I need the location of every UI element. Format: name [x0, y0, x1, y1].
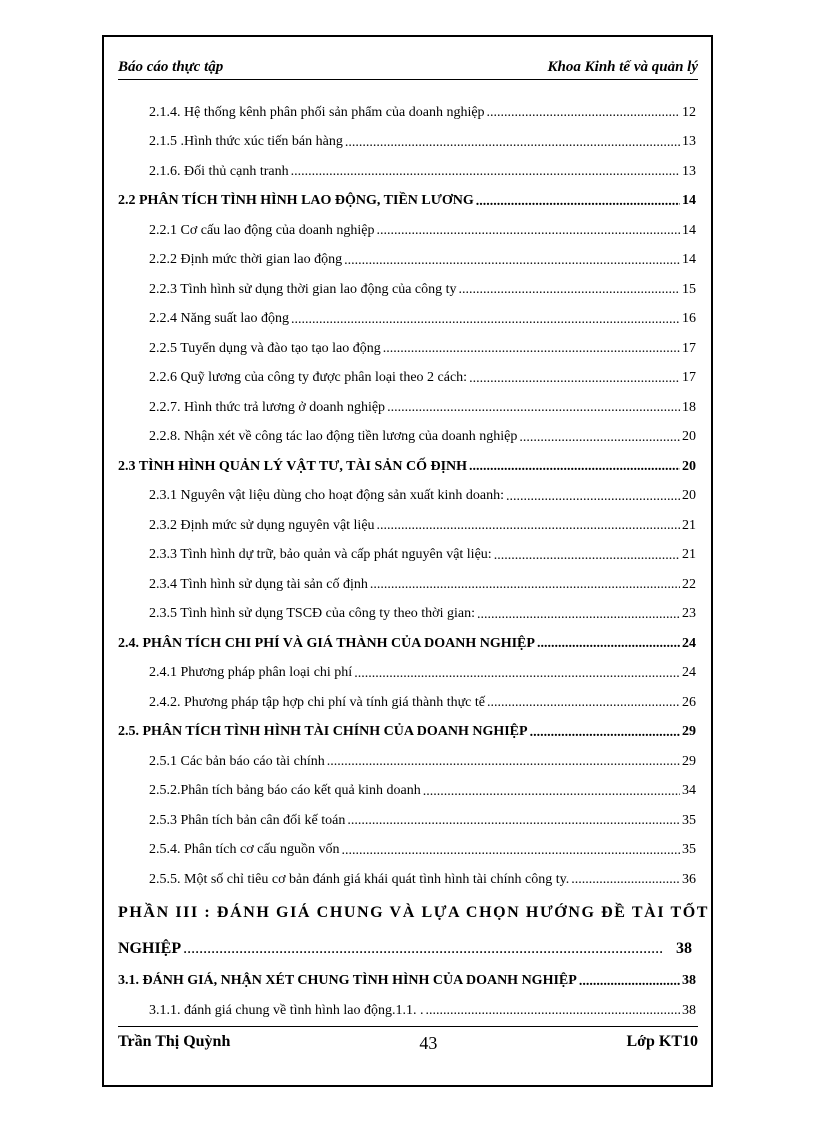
toc-entry[interactable]	[118, 216, 696, 246]
toc-entry-title: 2.3.1 Nguyên vật liệu dùng cho hoạt động sản xuất kinh doanh:	[149, 488, 504, 504]
toc-entry[interactable]	[118, 305, 696, 335]
toc-entry-page: 38	[682, 1002, 696, 1018]
toc-entry-title: 2.4.2. Phương pháp tập hợp chi phí và tính giá thành thực tế	[149, 694, 485, 710]
toc-leader-dots	[383, 341, 680, 356]
toc-part-title-line1: PHẦN III : ĐÁNH GIÁ CHUNG VÀ LỰA CHỌN HƯỚNG ĐỀ TÀI TỐT	[118, 903, 710, 921]
toc-leader-dots	[342, 843, 680, 858]
toc-entry-title: 2.5. PHÂN TÍCH TÌNH HÌNH TÀI CHÍNH CỦA DOANH NGHIỆP	[118, 724, 528, 740]
toc-entry-title: 3.1. ĐÁNH GIÁ, NHẬN XÉT CHUNG TÌNH HÌNH CỦA DOANH NGHIỆP	[118, 973, 577, 989]
toc-entry-title: 2.3.4 Tình hình sử dụng tài sản cố định	[149, 576, 368, 592]
toc-entry-page: 15	[682, 281, 696, 297]
page-footer	[118, 1033, 698, 1054]
toc-entry-page: 21	[682, 517, 696, 533]
toc-leader-dots	[387, 400, 680, 415]
toc-entry-title: 2.2.3 Tình hình sử dụng thời gian lao động của công ty	[149, 281, 457, 297]
toc-leader-dots	[344, 253, 680, 268]
toc-entry-title: 3.1.1. đánh giá chung về tình hình lao động.1.1. .	[149, 1002, 424, 1018]
toc-entry-page: 20	[682, 429, 696, 445]
toc-leader-dots	[327, 754, 680, 769]
toc-section-entry[interactable]	[118, 452, 696, 482]
toc-entry-title: 2.1.6. Đối thủ cạnh tranh	[149, 163, 289, 179]
toc-section-entry[interactable]	[118, 967, 696, 997]
toc-entry-title: 2.5.4. Phân tích cơ cấu nguồn vốn	[149, 842, 340, 858]
toc-entry-page: 16	[682, 311, 696, 327]
toc-entry[interactable]	[118, 98, 696, 128]
toc-entry-page: 21	[682, 547, 696, 563]
toc-entry[interactable]	[118, 659, 696, 689]
page-number: 43	[419, 1033, 438, 1053]
footer-author: Trần Thị Quỳnh	[118, 1033, 231, 1050]
toc-entry-title: 2.2.2 Định mức thời gian lao động	[149, 252, 343, 268]
toc-leader-dots	[476, 194, 680, 209]
toc-entry[interactable]	[118, 806, 696, 836]
toc-entry[interactable]	[118, 364, 696, 394]
toc-entry-title: 2.1.4. Hệ thống kênh phân phối sản phẩm của doanh nghiệp	[149, 104, 485, 120]
toc-leader-dots	[377, 518, 680, 533]
toc-leader-dots	[571, 872, 680, 887]
toc-entry-title: 2.1.5 .Hình thức xúc tiến bán hàng	[149, 134, 343, 150]
toc-entry-title: 2.2.4 Năng suất lao động	[149, 311, 289, 327]
toc-leader-dots	[519, 430, 680, 445]
toc-leader-dots	[494, 548, 680, 563]
toc-entry[interactable]	[118, 600, 696, 630]
toc-leader-dots	[426, 1003, 680, 1018]
toc-entry-page: 29	[682, 724, 696, 740]
toc-entry-page: 14	[682, 193, 696, 209]
toc-part-title-line2: NGHIỆP	[118, 939, 182, 957]
toc-entry-title: 2.4. PHÂN TÍCH CHI PHÍ VÀ GIÁ THÀNH CỦA DOANH NGHIỆP	[118, 635, 535, 651]
toc-entry-title: 2.2.1 Cơ cấu lao động của doanh nghiệp	[149, 222, 375, 238]
footer-class: Lớp KT10	[626, 1033, 698, 1050]
toc-entry[interactable]	[118, 511, 696, 541]
toc-leader-dots	[183, 940, 662, 958]
toc-entry-page: 13	[682, 134, 696, 150]
toc-section-entry[interactable]	[118, 718, 696, 748]
toc-entry[interactable]	[118, 541, 696, 571]
toc-entry[interactable]	[118, 570, 696, 600]
toc-entry[interactable]	[118, 157, 696, 187]
toc-entry[interactable]	[118, 275, 696, 305]
toc-entry-page: 35	[682, 842, 696, 858]
toc-entry[interactable]	[118, 423, 696, 453]
toc-entry[interactable]	[118, 836, 696, 866]
toc-leader-dots	[469, 459, 680, 474]
toc-entry-page: 36	[682, 871, 696, 887]
toc-entry-title: 2.5.2.Phân tích bảng báo cáo kết quả kinh doanh	[149, 783, 421, 799]
header-left: Báo cáo thực tập	[118, 59, 224, 75]
toc-entry-title: 2.3.3 Tình hình dự trữ, bảo quản và cấp phát nguyên vật liệu:	[149, 547, 492, 563]
toc-entry-title: 2.5.1 Các bản báo cáo tài chính	[149, 753, 325, 769]
toc-entry-page: 17	[682, 370, 696, 386]
toc-leader-dots	[579, 974, 680, 989]
toc-entry-title: 2.2.7. Hình thức trả lương ở doanh nghiệp	[149, 399, 386, 415]
table-of-contents	[118, 98, 710, 1026]
toc-entry[interactable]	[118, 246, 696, 276]
footer-divider	[118, 1026, 698, 1027]
toc-leader-dots	[345, 135, 680, 150]
toc-entry-page: 38	[676, 939, 692, 957]
toc-entry[interactable]	[118, 128, 696, 158]
toc-entry-title: 2.5.3 Phân tích bản cân đối kế toán	[149, 812, 346, 828]
toc-leader-dots	[487, 695, 680, 710]
toc-leader-dots	[487, 105, 680, 120]
toc-entry-page: 22	[682, 576, 696, 592]
toc-entry-page: 12	[682, 104, 696, 120]
toc-leader-dots	[291, 312, 680, 327]
toc-entry-page: 26	[682, 694, 696, 710]
toc-entry[interactable]	[118, 747, 696, 777]
toc-leader-dots	[347, 813, 680, 828]
toc-leader-dots	[291, 164, 680, 179]
toc-entry[interactable]	[118, 996, 696, 1026]
toc-entry[interactable]	[118, 688, 696, 718]
toc-entry-page: 24	[682, 635, 696, 651]
toc-entry-title: 2.5.5. Một số chỉ tiêu cơ bản đánh giá khái quát tình hình tài chính công ty.	[149, 871, 570, 887]
toc-leader-dots	[477, 607, 680, 622]
toc-entry-title: 2.4.1 Phương pháp phân loại chi phí	[149, 665, 353, 681]
toc-part-heading-cont[interactable]	[118, 931, 696, 967]
toc-entry[interactable]	[118, 393, 696, 423]
page-header	[118, 52, 698, 80]
toc-entry[interactable]	[118, 482, 696, 512]
toc-entry-title: 2.3 TÌNH HÌNH QUẢN LÝ VẬT TƯ, TÀI SẢN CỐ ĐỊNH	[118, 458, 468, 474]
toc-entry-page: 34	[682, 783, 696, 799]
header-right: Khoa Kinh tế và quản lý	[547, 59, 698, 75]
toc-entry-page: 17	[682, 340, 696, 356]
toc-leader-dots	[423, 784, 680, 799]
toc-leader-dots	[506, 489, 680, 504]
toc-entry[interactable]	[118, 334, 696, 364]
toc-entry-page: 23	[682, 606, 696, 622]
toc-entry-page: 38	[682, 973, 696, 989]
toc-entry-page: 14	[682, 222, 696, 238]
toc-entry-page: 20	[682, 458, 696, 474]
toc-leader-dots	[370, 577, 680, 592]
toc-entry-page: 18	[682, 399, 696, 415]
toc-leader-dots	[459, 282, 680, 297]
toc-entry-title: 2.3.5 Tình hình sử dụng TSCĐ của công ty theo thời gian:	[149, 606, 475, 622]
toc-entry-title: 2.2.8. Nhận xét về công tác lao động tiền lương của doanh nghiệp	[149, 429, 518, 445]
toc-leader-dots	[377, 223, 680, 238]
toc-entry-page: 20	[682, 488, 696, 504]
toc-entry-page: 13	[682, 163, 696, 179]
toc-part-heading[interactable]	[118, 895, 710, 931]
toc-entry-title: 2.2 PHÂN TÍCH TÌNH HÌNH LAO ĐỘNG, TIỀN LƯƠNG	[118, 193, 474, 209]
toc-entry-title: 2.2.5 Tuyển dụng và đào tạo tạo lao động	[149, 340, 381, 356]
toc-entry-page: 29	[682, 753, 696, 769]
toc-leader-dots	[530, 725, 680, 740]
toc-section-entry[interactable]	[118, 629, 696, 659]
toc-entry[interactable]	[118, 777, 696, 807]
toc-entry-title: 2.2.6 Quỹ lương của công ty được phân loại theo 2 cách:	[149, 370, 468, 386]
toc-leader-dots	[354, 666, 680, 681]
toc-entry-page: 24	[682, 665, 696, 681]
toc-entry-page: 35	[682, 812, 696, 828]
toc-leader-dots	[469, 371, 680, 386]
toc-entry-page: 14	[682, 252, 696, 268]
toc-leader-dots	[537, 636, 680, 651]
toc-entry-title: 2.3.2 Định mức sử dụng nguyên vật liệu	[149, 517, 375, 533]
toc-section-entry[interactable]	[118, 187, 696, 217]
toc-entry[interactable]	[118, 865, 696, 895]
